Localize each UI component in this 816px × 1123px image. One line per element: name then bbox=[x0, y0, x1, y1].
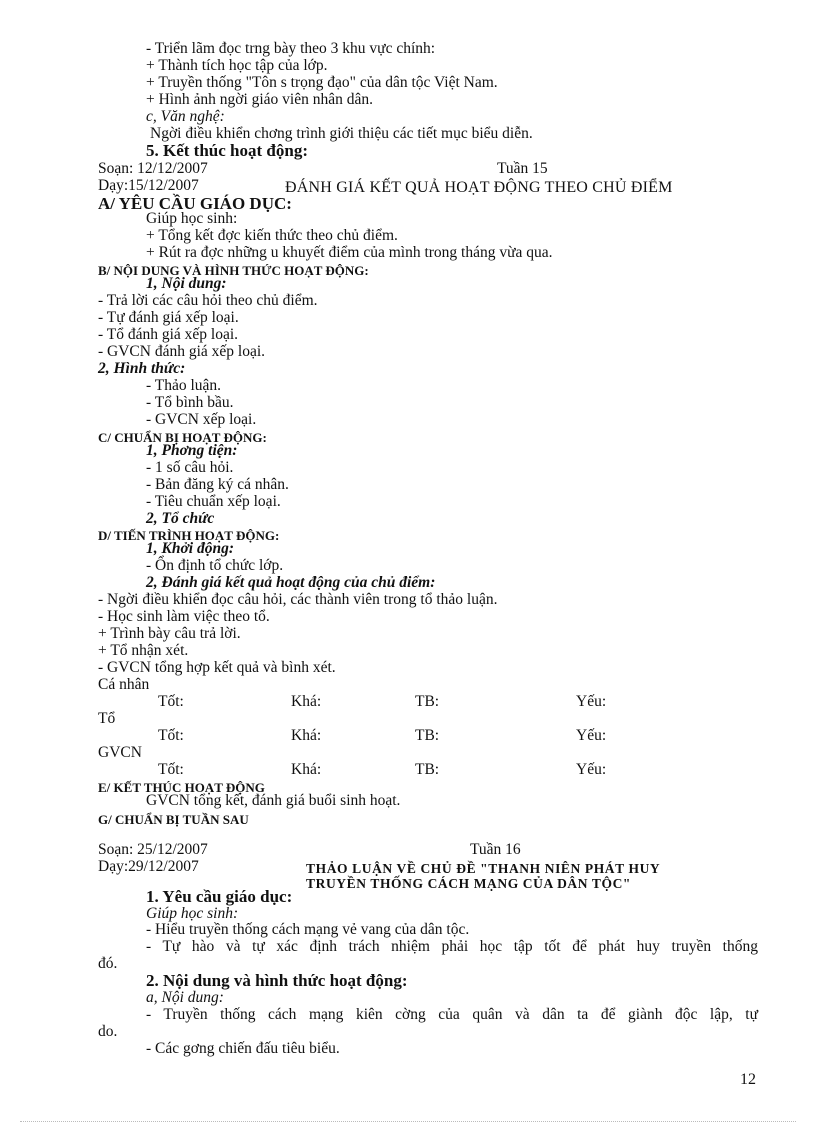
text-line: + Tổ nhận xét. bbox=[98, 642, 189, 659]
text-line: + Trình bày câu trả lời. bbox=[98, 625, 241, 642]
week-label: Tuần 16 bbox=[470, 841, 521, 858]
rating-label: Yếu: bbox=[576, 693, 607, 710]
text-line: - Triển lãm đọc trng bày theo 3 khu vực chính: bbox=[146, 40, 436, 57]
heading: 5. Kết thúc hoạt động: bbox=[146, 141, 308, 160]
rating-group-label: Tổ bbox=[98, 710, 116, 727]
page-divider bbox=[20, 1121, 796, 1122]
text-line: Ngời điều khiển chơng trình giới thiệu các tiết mục biểu diễn. bbox=[150, 125, 533, 142]
heading: G/ CHUẨN BỊ TUẦN SAU bbox=[98, 812, 249, 827]
date-taught: Dạy:15/12/2007 bbox=[98, 177, 199, 194]
text-line: + Hình ảnh ngời giáo viên nhân dân. bbox=[146, 91, 374, 108]
heading: D/ TIẾN TRÌNH HOẠT ĐỘNG: bbox=[98, 528, 280, 543]
text-line: - Bản đăng ký cá nhân. bbox=[146, 476, 289, 493]
heading: B/ NỘI DUNG VÀ HÌNH THỨC HOẠT ĐỘNG: bbox=[98, 263, 369, 278]
text-line: - Tổ bình bầu. bbox=[146, 394, 234, 411]
text-line: - GVCN tổng hợp kết quả và bình xét. bbox=[98, 659, 336, 676]
text-line: - Trả lời các câu hỏi theo chủ điểm. bbox=[98, 292, 318, 309]
rating-label: TB: bbox=[415, 761, 440, 778]
rating-label: Khá: bbox=[291, 761, 322, 778]
rating-label: Khá: bbox=[291, 693, 322, 710]
text-line: - Các gơng chiến đấu tiêu biểu. bbox=[146, 1040, 340, 1057]
date-prepared: Soạn: 25/12/2007 bbox=[98, 841, 208, 858]
date-prepared: Soạn: 12/12/2007 bbox=[98, 160, 208, 177]
section-title: THẢO LUẬN VỀ CHỦ ĐỀ "THANH NIÊN PHÁT HUY bbox=[306, 861, 661, 876]
rating-label: TB: bbox=[415, 727, 440, 744]
week-label: Tuần 15 bbox=[497, 160, 548, 177]
text-line: - 1 số câu hỏi. bbox=[146, 459, 234, 476]
rating-group-label: GVCN bbox=[98, 744, 142, 761]
text-line: - Thảo luận. bbox=[146, 377, 222, 394]
text-line: - Học sinh làm việc theo tổ. bbox=[98, 608, 270, 625]
text-line: do. bbox=[98, 1023, 118, 1040]
text-line: - Tự hào và tự xác định trách nhiệm phải học tập tốt để phát huy truyền thống bbox=[146, 938, 758, 955]
rating-label: Khá: bbox=[291, 727, 322, 744]
section-title: ĐÁNH GIÁ KẾT QUẢ HOẠT ĐỘNG THEO CHỦ ĐIỂM bbox=[285, 179, 673, 196]
heading: A/ YÊU CẦU GIÁO DỤC: bbox=[98, 194, 292, 213]
heading: 2. Nội dung và hình thức hoạt động: bbox=[146, 971, 408, 990]
text-line: - Ổn định tổ chức lớp. bbox=[146, 557, 284, 574]
text-line: Giúp học sinh: bbox=[146, 210, 238, 227]
text-line: - Truyền thống cách mạng kiên cờng của quân và dân ta để giành độc lập, tự bbox=[146, 1006, 758, 1023]
text-line: - GVCN đánh giá xếp loại. bbox=[98, 343, 266, 360]
rating-label: Yếu: bbox=[576, 761, 607, 778]
rating-label: Tốt: bbox=[158, 727, 184, 744]
subheading: 2, Hình thức: bbox=[98, 360, 186, 377]
text-line: GVCN tổng kết, đánh giá buổi sinh hoạt. bbox=[146, 792, 401, 809]
rating-label: Yếu: bbox=[576, 727, 607, 744]
text-line: - Tổ đánh giá xếp loại. bbox=[98, 326, 239, 343]
section-title: TRUYỀN THỐNG CÁCH MẠNG CỦA DÂN TỘC" bbox=[306, 876, 632, 891]
text-line: + Rút ra đợc những u khuyết điểm của mình trong tháng vừa qua. bbox=[146, 244, 553, 261]
subheading: 2, Đánh giá kết quả hoạt động của chủ điểm: bbox=[146, 574, 436, 591]
rating-group-label: Cá nhân bbox=[98, 676, 150, 693]
subheading: Giúp học sinh: bbox=[146, 905, 239, 922]
subheading: c, Văn nghệ: bbox=[146, 108, 225, 125]
text-line: - Hiểu truyền thống cách mạng vẻ vang của dân tộc. bbox=[146, 921, 470, 938]
text-line: - GVCN xếp loại. bbox=[146, 411, 257, 428]
rating-label: TB: bbox=[415, 693, 440, 710]
text-line: - Ngời điều khiển đọc câu hỏi, các thành viên trong tổ thảo luận. bbox=[98, 591, 498, 608]
rating-label: Tốt: bbox=[158, 693, 184, 710]
subheading: 2, Tổ chức bbox=[146, 510, 215, 527]
date-taught: Dạy:29/12/2007 bbox=[98, 858, 199, 875]
subheading: 1, Khởi động: bbox=[146, 540, 234, 557]
text-line: - Tự đánh giá xếp loại. bbox=[98, 309, 239, 326]
page-number: 12 bbox=[740, 1071, 756, 1088]
text-line: đó. bbox=[98, 955, 118, 972]
subheading: 1, Nội dung: bbox=[146, 275, 227, 292]
heading: E/ KẾT THÚC HOẠT ĐỘNG bbox=[98, 780, 265, 795]
text-line: + Truyền thống "Tôn s trọng đạo" của dân tộc Việt Nam. bbox=[146, 74, 498, 91]
rating-label: Tốt: bbox=[158, 761, 184, 778]
text-line: - Tiêu chuẩn xếp loại. bbox=[146, 493, 281, 510]
heading: 1. Yêu cầu giáo dục: bbox=[146, 887, 293, 906]
text-line: + Tổng kết đợc kiến thức theo chủ điểm. bbox=[146, 227, 398, 244]
heading: C/ CHUẨN BỊ HOẠT ĐỘNG: bbox=[98, 430, 267, 445]
text-line: + Thành tích học tập của lớp. bbox=[146, 57, 328, 74]
subheading: 1, Phơng tiện: bbox=[146, 442, 238, 459]
subheading: a, Nội dung: bbox=[146, 989, 224, 1006]
